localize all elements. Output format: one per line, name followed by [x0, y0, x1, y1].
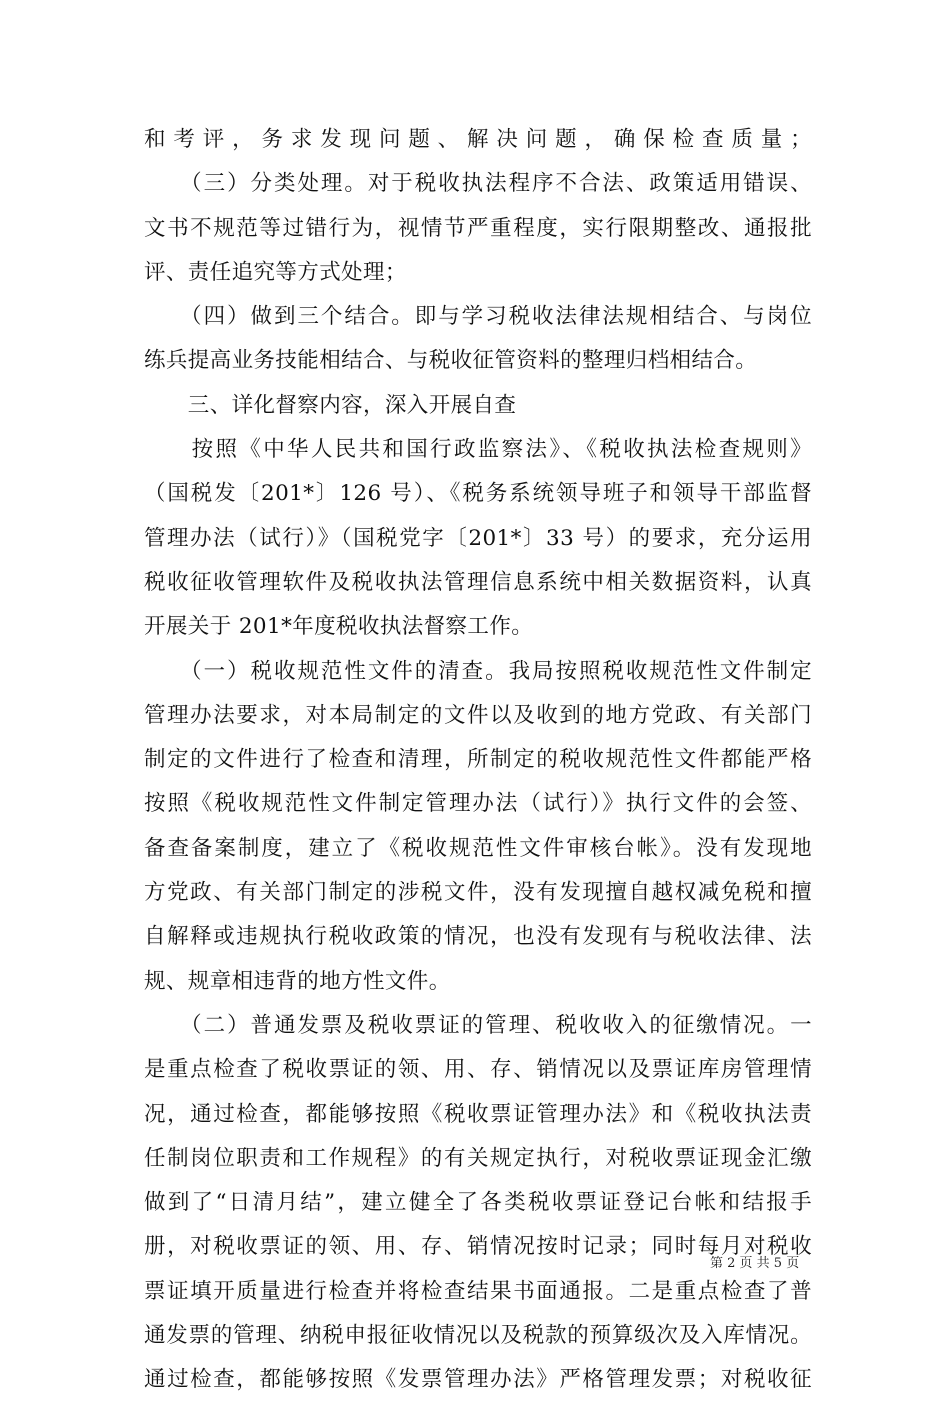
paragraph-line: 册，对税收票证的领、用、存、销情况按时记录；同时每月对税收 — [144, 1234, 812, 1260]
paragraph-line: 制定的文件进行了检查和清理，所制定的税收规范性文件都能严格 — [144, 747, 812, 773]
paragraph-line: 和考评，务求发现问题、解决问题，确保检查质量； — [144, 127, 812, 152]
document-body — [144, 118, 812, 1403]
paragraph-line: 开展关于 201*年度税收执法督察工作。 — [144, 614, 534, 640]
paragraph-line: 规、规章相违背的地方性文件。 — [144, 968, 451, 994]
paragraph-line: 练兵提高业务技能相结合、与税收征管资料的整理归档相结合。 — [144, 348, 758, 374]
paragraph-line: 管理办法要求，对本局制定的文件以及收到的地方党政、有关部门 — [144, 702, 812, 728]
paragraph-line: 按照《税收规范性文件制定管理办法（试行）》执行文件的会签、 — [144, 791, 812, 817]
paragraph-line: （四）做到三个结合。即与学习税收法律法规相结合、与岗位 — [144, 304, 812, 330]
paragraph-line: 文书不规范等过错行为，视情节严重程度，实行限期整改、通报批 — [144, 215, 812, 241]
paragraph-line: 通过检查，都能够按照《发票管理办法》严格管理发票；对税收征 — [144, 1367, 812, 1393]
paragraph-line: （二）普通发票及税收票证的管理、税收收入的征缴情况。一 — [144, 1012, 812, 1038]
paragraph-line: 备查备案制度，建立了《税收规范性文件审核台帐》。没有发现地 — [144, 835, 812, 861]
paragraph-line: （三）分类处理。对于税收执法程序不合法、政策适用错误、 — [144, 171, 812, 197]
paragraph-line: 做到了“日清月结”，建立健全了各类税收票证登记台帐和结报手 — [144, 1190, 812, 1216]
paragraph-line: 评、责任追究等方式处理； — [144, 259, 407, 285]
paragraph-line: （国税发〔201*〕126 号）、《税务系统领导班子和领导干部监督 — [144, 481, 812, 507]
paragraph-line: 管理办法（试行）》（国税党字〔201*〕33 号）的要求，充分运用 — [144, 525, 812, 551]
paragraph-line: 通发票的管理、纳税申报征收情况以及税款的预算级次及入库情况。 — [144, 1323, 812, 1349]
paragraph-line: 按照《中华人民共和国行政监察法》、《税收执法检查规则》 — [144, 437, 812, 463]
paragraph-line: 自解释或违规执行税收政策的情况，也没有发现有与税收法律、法 — [144, 924, 812, 950]
paragraph-line: 票证填开质量进行检查并将检查结果书面通报。二是重点检查了普 — [144, 1278, 812, 1304]
paragraph-line: 方党政、有关部门制定的涉税文件，没有发现擅自越权减免税和擅 — [144, 880, 812, 906]
section-heading: 三、详化督察内容，深入开展自查 — [144, 392, 517, 418]
paragraph-line: 况，通过检查，都能够按照《税收票证管理办法》和《税收执法责 — [144, 1101, 812, 1127]
paragraph-line: （一）税收规范性文件的清查。我局按照税收规范性文件制定 — [144, 658, 812, 684]
paragraph-line: 是重点检查了税收票证的领、用、存、销情况以及票证库房管理情 — [144, 1057, 812, 1083]
paragraph-line: 税收征收管理软件及税收执法管理信息系统中相关数据资料，认真 — [144, 569, 812, 595]
page-number-footer: 第 2 页 共 5 页 — [710, 1256, 800, 1271]
paragraph-line: 任制岗位职责和工作规程》的有关规定执行，对税收票证现金汇缴 — [144, 1145, 812, 1171]
